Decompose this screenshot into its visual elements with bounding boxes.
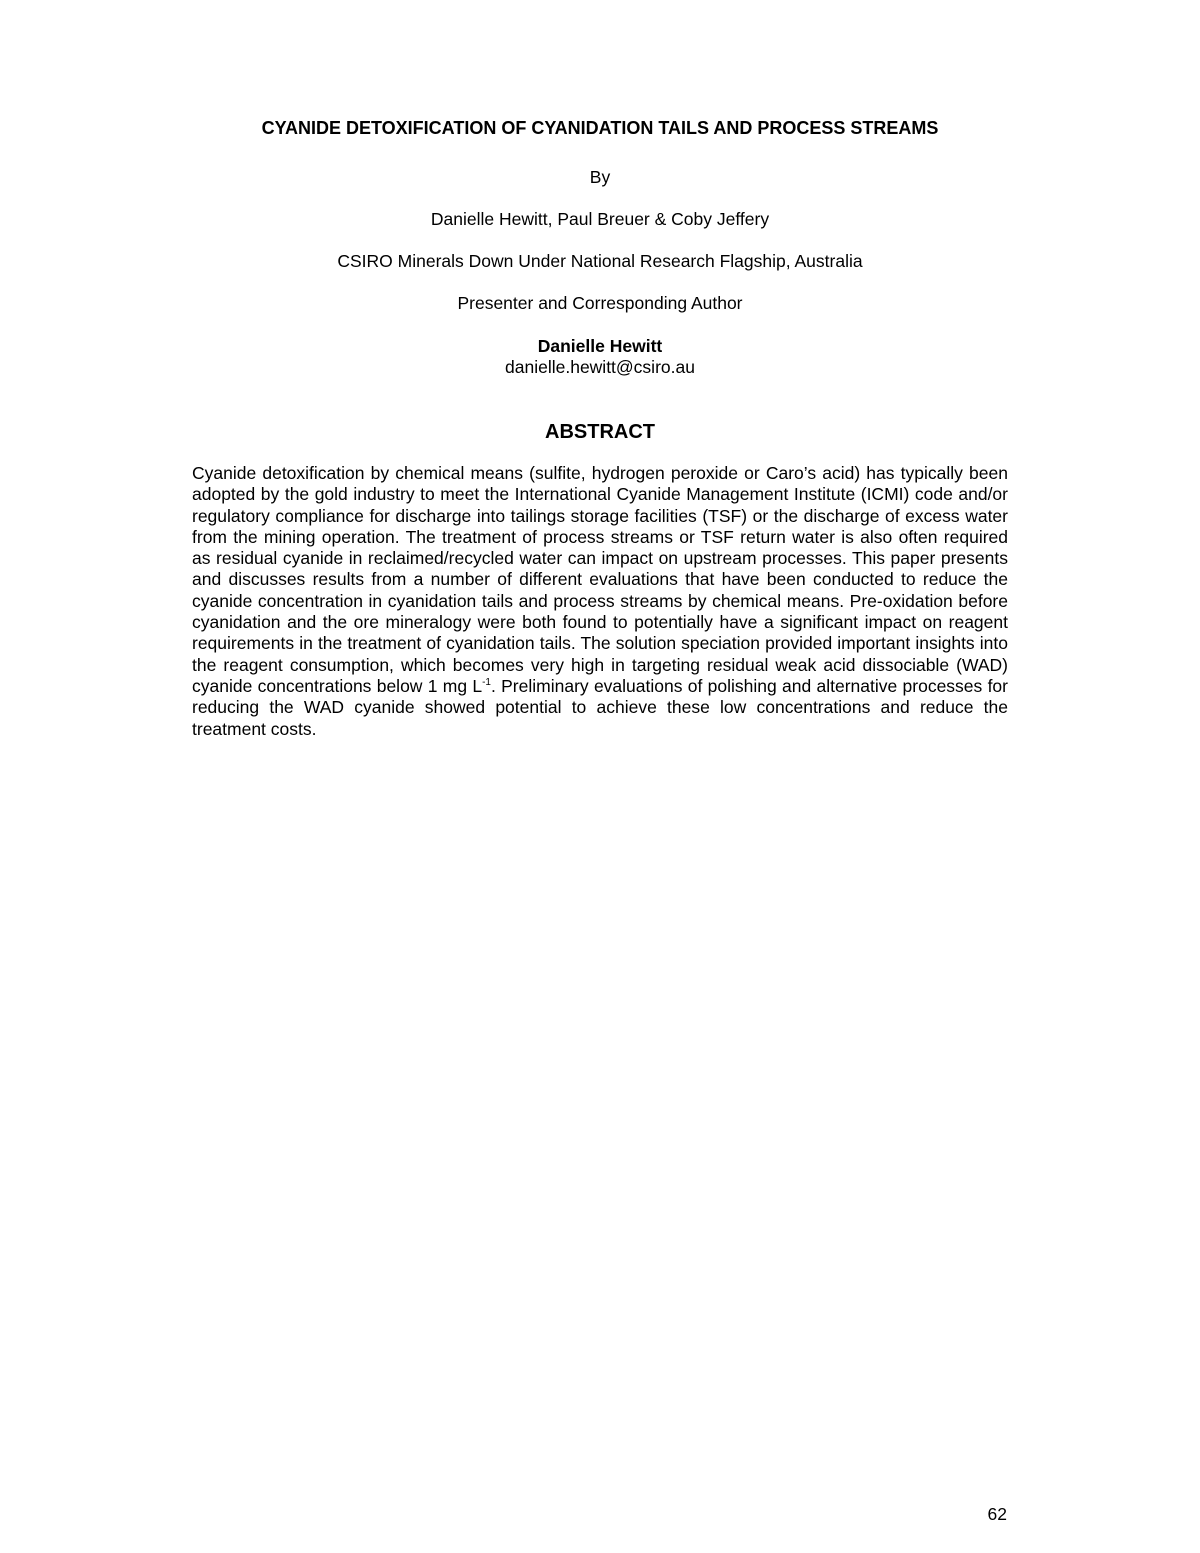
abstract-text-part2: . Preliminary evaluations of polishing and alternative processes for reducing the WAD cyanide showed potential to achieve these low concentrations and reduce the treatment costs. bbox=[192, 675, 1008, 739]
corresponding-author-name: Danielle Hewitt bbox=[537, 336, 663, 356]
abstract-heading: ABSTRACT bbox=[545, 421, 655, 443]
affiliation-line: CSIRO Minerals Down Under National Research Flagship, Australia bbox=[337, 251, 863, 271]
authors-line: Danielle Hewitt, Paul Breuer & Coby Jeffery bbox=[430, 209, 770, 229]
page-number: 62 bbox=[987, 1504, 1007, 1524]
abstract-text-part1: Cyanide detoxification by chemical means (sulfite, hydrogen peroxide or Caro’s acid) has typically been adopted by the gold industry to meet the International Cyanide Management Institute (ICMI) code and/or regulatory compliance for discharge into tailings storage facilities (TSF) or the discharge of excess water from the mining operation. The treatment of process streams or TSF return water is also often required as residual cyanide in reclaimed/recycled water can impact on upstream processes. This paper presents and discusses results from a number of different evaluations that have been conducted to reduce the cyanide concentration in cyanidation tails and process streams by chemical means. Pre-oxidation before cyanidation and the ore mineralogy were both found to potentially have a significant impact on reagent requirements in the treatment of cyanidation tails. The solution speciation provided important insights into the reagent consumption, which becomes very high in targeting residual weak acid dissociable (WAD) cyanide concentrations below 1 mg L bbox=[192, 463, 1008, 696]
presenter-label: Presenter and Corresponding Author bbox=[457, 293, 743, 313]
abstract-body bbox=[192, 463, 1008, 740]
by-label: By bbox=[589, 167, 611, 187]
corresponding-author-email: danielle.hewitt@csiro.au bbox=[505, 357, 695, 377]
abstract-superscript: -1 bbox=[482, 677, 491, 689]
paper-title: CYANIDE DETOXIFICATION OF CYANIDATION TAILS AND PROCESS STREAMS bbox=[261, 118, 939, 138]
